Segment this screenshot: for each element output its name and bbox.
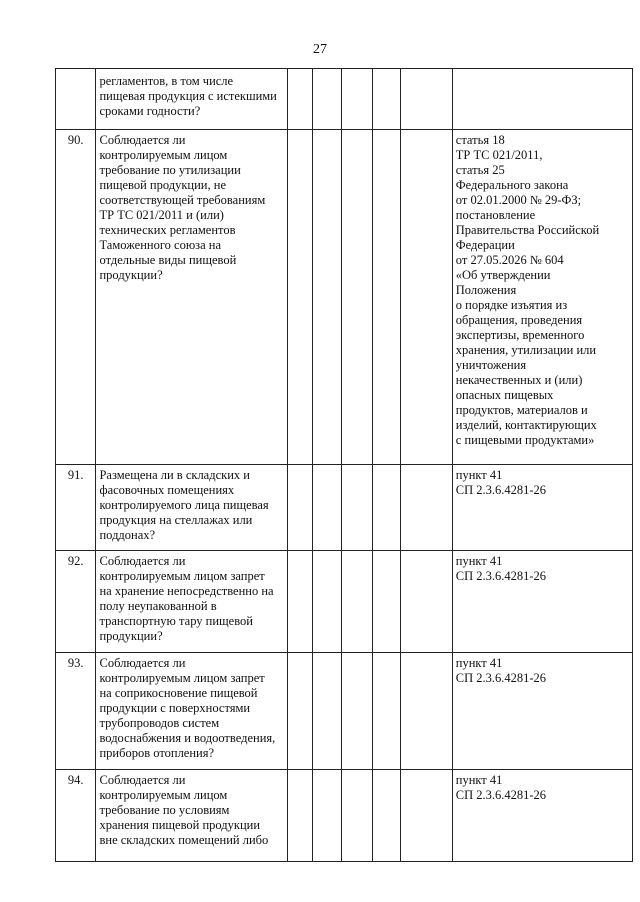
answer-cell-yes [287,770,312,862]
row-question: регламентов, в том числе пищевая продукция с истекшими сроками годности? [96,69,287,130]
answer-cell-note [401,130,453,465]
answer-cell-na [342,130,372,465]
table-row [56,551,633,653]
answer-cell-note [401,653,453,770]
row-number [56,69,96,130]
row-reference: пункт 41 СП 2.3.6.4281-26 [452,653,632,770]
answer-cell-note [401,551,453,653]
answer-cell-na [342,69,372,130]
answer-cell-na [342,551,372,653]
answer-cell-note [401,770,453,862]
answer-cell-note [401,69,453,130]
answer-cell-yes [287,130,312,465]
row-reference: статья 18 ТР ТС 021/2011, статья 25 Федерального закона от 02.01.2000 № 29-ФЗ; постановление Правительства Российской Федерации от 27.05.2026 № 604 «Об утверждении Положения о порядке изъятия из обращения, проведения экспертизы, временного хранения, утилизации или уничтожения некачественных и (или) опасных пищевых продуктов, материалов и изделий, контактирующих с пищевыми продуктами» [452,130,632,465]
row-question: Соблюдается ли контролируемым лицом требование по условиям хранения пищевой продукции вне складских помещений либо [96,770,287,862]
answer-cell-no [313,653,342,770]
row-question: Соблюдается ли контролируемым лицом запрет на соприкосновение пищевой продукции с поверхностями трубопроводов систем водоснабжения и водоотведения, приборов отопления? [96,653,287,770]
row-number: 91. [56,465,96,551]
row-question: Соблюдается ли контролируемым лицом требование по утилизации пищевой продукции, не соответствующей требованиям ТР ТС 021/2011 и (или) технических регламентов Таможенного союза на отдельные виды пищевой продукции? [96,130,287,465]
page-number: 27 [313,42,327,57]
answer-cell-extra [372,130,400,465]
row-reference: пункт 41 СП 2.3.6.4281-26 [452,551,632,653]
answer-cell-yes [287,465,312,551]
row-number: 92. [56,551,96,653]
table-row [56,465,633,551]
answer-cell-no [313,551,342,653]
answer-cell-no [313,770,342,862]
answer-cell-yes [287,551,312,653]
row-reference: пункт 41 СП 2.3.6.4281-26 [452,465,632,551]
answer-cell-na [342,653,372,770]
answer-cell-extra [372,653,400,770]
answer-cell-extra [372,465,400,551]
row-number: 94. [56,770,96,862]
row-reference: пункт 41 СП 2.3.6.4281-26 [452,770,632,862]
answer-cell-na [342,770,372,862]
row-question: Соблюдается ли контролируемым лицом запрет на хранение непосредственно на полу неупакованной в транспортную тару пищевой продукции? [96,551,287,653]
answer-cell-yes [287,653,312,770]
row-question: Размещена ли в складских и фасовочных помещениях контролируемого лица пищевая продукция на стеллажах или поддонах? [96,465,287,551]
table-row [56,770,633,862]
row-number: 93. [56,653,96,770]
table-row [56,69,633,130]
answer-cell-extra [372,551,400,653]
checklist-table [55,68,633,862]
row-reference [452,69,632,130]
answer-cell-no [313,130,342,465]
answer-cell-extra [372,69,400,130]
answer-cell-note [401,465,453,551]
answer-cell-na [342,465,372,551]
answer-cell-no [313,465,342,551]
row-number: 90. [56,130,96,465]
answer-cell-extra [372,770,400,862]
answer-cell-no [313,69,342,130]
answer-cell-yes [287,69,312,130]
table-row [56,653,633,770]
table-row [56,130,633,465]
